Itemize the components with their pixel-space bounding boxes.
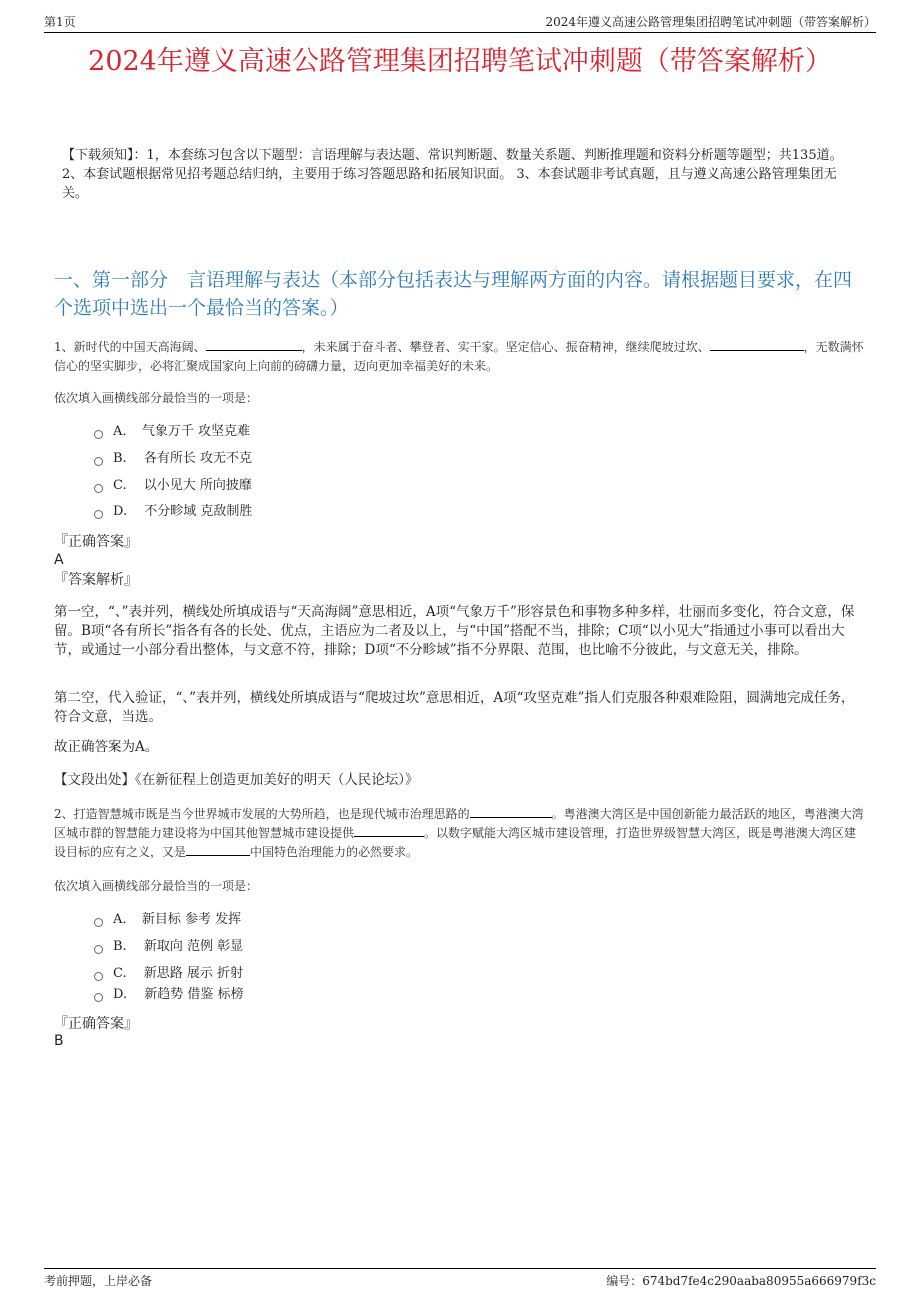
question-1-stem	[54, 338, 864, 376]
option-label: B. 新取向 范例 彰显	[113, 939, 244, 954]
page-number: 第1页	[44, 15, 76, 29]
analysis-label: 『答案解析』	[54, 572, 138, 588]
analysis-paragraph-2: 第二空，代入验证，“、”表并列，横线处所填成语与“爬坡过坎”意思相近，A项“攻坚克难”指人们克服各种艰难险阻，圆满地完成任务，符合文意，当选。	[54, 690, 855, 725]
answer-blank	[470, 805, 552, 818]
question-1-text-b: ，未来属于奋斗者、攀登者、实干家。坚定信心、振奋精神，继续爬坡过坎、	[301, 340, 710, 354]
page-header	[44, 14, 876, 33]
question-2-text-d: 中国特色治理能力的必然要求。	[250, 845, 419, 859]
question-2-text-c: 。以数字赋能大湾区城市建设管理，打造世界级智慧大湾区，既是粤港澳大湾区建设目标的应有之义，又是	[54, 826, 857, 859]
analysis-conclusion: 故正确答案为A。	[54, 739, 159, 755]
correct-answer-label: 『正确答案』	[54, 1016, 138, 1032]
question-2-option-c[interactable]	[94, 965, 243, 983]
answer-blank	[710, 338, 804, 351]
radio-icon[interactable]	[94, 993, 103, 1002]
radio-icon[interactable]	[94, 918, 103, 927]
section-title: 一、第一部分 言语理解与表达（本部分包括表达与理解两方面的内容。请根据题目要求，在四个选项中选出一个最恰当的答案。）	[54, 269, 853, 319]
correct-answer: A	[54, 552, 64, 568]
radio-icon[interactable]	[94, 945, 103, 954]
option-label: C. 以小见大 所向披靡	[113, 478, 252, 493]
question-1-text-a: 1、新时代的中国天高海阔、	[54, 340, 206, 354]
question-2-option-a[interactable]	[94, 911, 241, 929]
correct-answer: B	[54, 1033, 64, 1049]
option-label: C. 新思路 展示 折射	[113, 966, 244, 981]
radio-icon[interactable]	[94, 457, 103, 466]
footer-slogan: 考前押题，上岸必备	[44, 1274, 153, 1288]
download-notice: 【下载须知】：1，本套练习包含以下题型：言语理解与表达题、常识判断题、数量关系题、判断推理题和资料分析题等题型；共135道。 2、本套试题根据常见招考题总结归纳，主要用于练习答题思路和拓展知识面。 3、本套试题非考试真题，且与遵义高速公路管理集团无关。	[62, 148, 843, 201]
answer-blank	[206, 338, 302, 351]
option-label: B. 各有所长 攻无不克	[113, 451, 252, 466]
question-2-stem	[54, 805, 864, 862]
analysis-paragraph-1: 第一空，“、”表并列，横线处所填成语与“天高海阔”意思相近，A项“气象万千”形容景色和事物多种多样，壮丽而多变化，符合文意，保留。B项“各有所长”指各有各的长处、优点，主语应为二者及以上，与“中国”搭配不当，排除；C项“以小见大”指通过小事可以看出大节，或通过一小部分看出整体，与文意不符，排除；D项“不分畛域”指不分界限、范围，也比喻不分彼此，与文意无关，排除。	[54, 604, 855, 658]
question-2-text-b: 。粤港澳大湾区是中国创新能力最活跃的地区，粤港澳大湾区城市群的智慧能力建设将为中国其他智慧城市建设提供	[54, 807, 864, 840]
option-label: D. 不分畛域 克敌制胜	[113, 504, 253, 519]
page-footer	[44, 1268, 876, 1289]
radio-icon[interactable]	[94, 430, 103, 439]
header-doc-title: 2024年遵义高速公路管理集团招聘笔试冲刺题（带答案解析）	[545, 15, 876, 29]
answer-blank	[354, 824, 424, 837]
question-1-prompt: 依次填入画横线部分最恰当的一项是：	[54, 391, 259, 405]
document-id: 编号：674bd7fe4c290aaba80955a666979f3c	[606, 1274, 876, 1288]
question-1-text-c: ，无数满怀信心的坚实脚步，必将汇聚成国家向上向前的磅礴力量，迈向更加幸福美好的未来。	[54, 340, 864, 373]
option-label: A． 新目标 参考 发挥	[113, 912, 242, 927]
option-label: A． 气象万千 攻坚克难	[113, 424, 251, 439]
source-citation: 【文段出处】《在新征程上创造更加美好的明天（人民论坛）》	[54, 772, 419, 788]
radio-icon[interactable]	[94, 484, 103, 493]
question-1-option-a[interactable]	[94, 423, 250, 441]
radio-icon[interactable]	[94, 972, 103, 981]
question-2-option-b[interactable]	[94, 938, 243, 956]
correct-answer-label: 『正确答案』	[54, 534, 138, 550]
question-1-option-c[interactable]	[94, 477, 252, 495]
question-2-prompt: 依次填入画横线部分最恰当的一项是：	[54, 879, 259, 893]
option-label: D. 新趋势 借鉴 标榜	[113, 987, 244, 1002]
document-title: 2024年遵义高速公路管理集团招聘笔试冲刺题（带答案解析）	[88, 46, 832, 77]
radio-icon[interactable]	[94, 510, 103, 519]
question-1-option-d[interactable]	[94, 503, 252, 521]
question-2-option-d[interactable]	[94, 986, 244, 1004]
question-1-option-b[interactable]	[94, 450, 252, 468]
answer-blank	[186, 843, 250, 856]
question-2-text-a: 2、打造智慧城市既是当今世界城市发展的大势所趋，也是现代城市治理思路的	[54, 807, 470, 821]
